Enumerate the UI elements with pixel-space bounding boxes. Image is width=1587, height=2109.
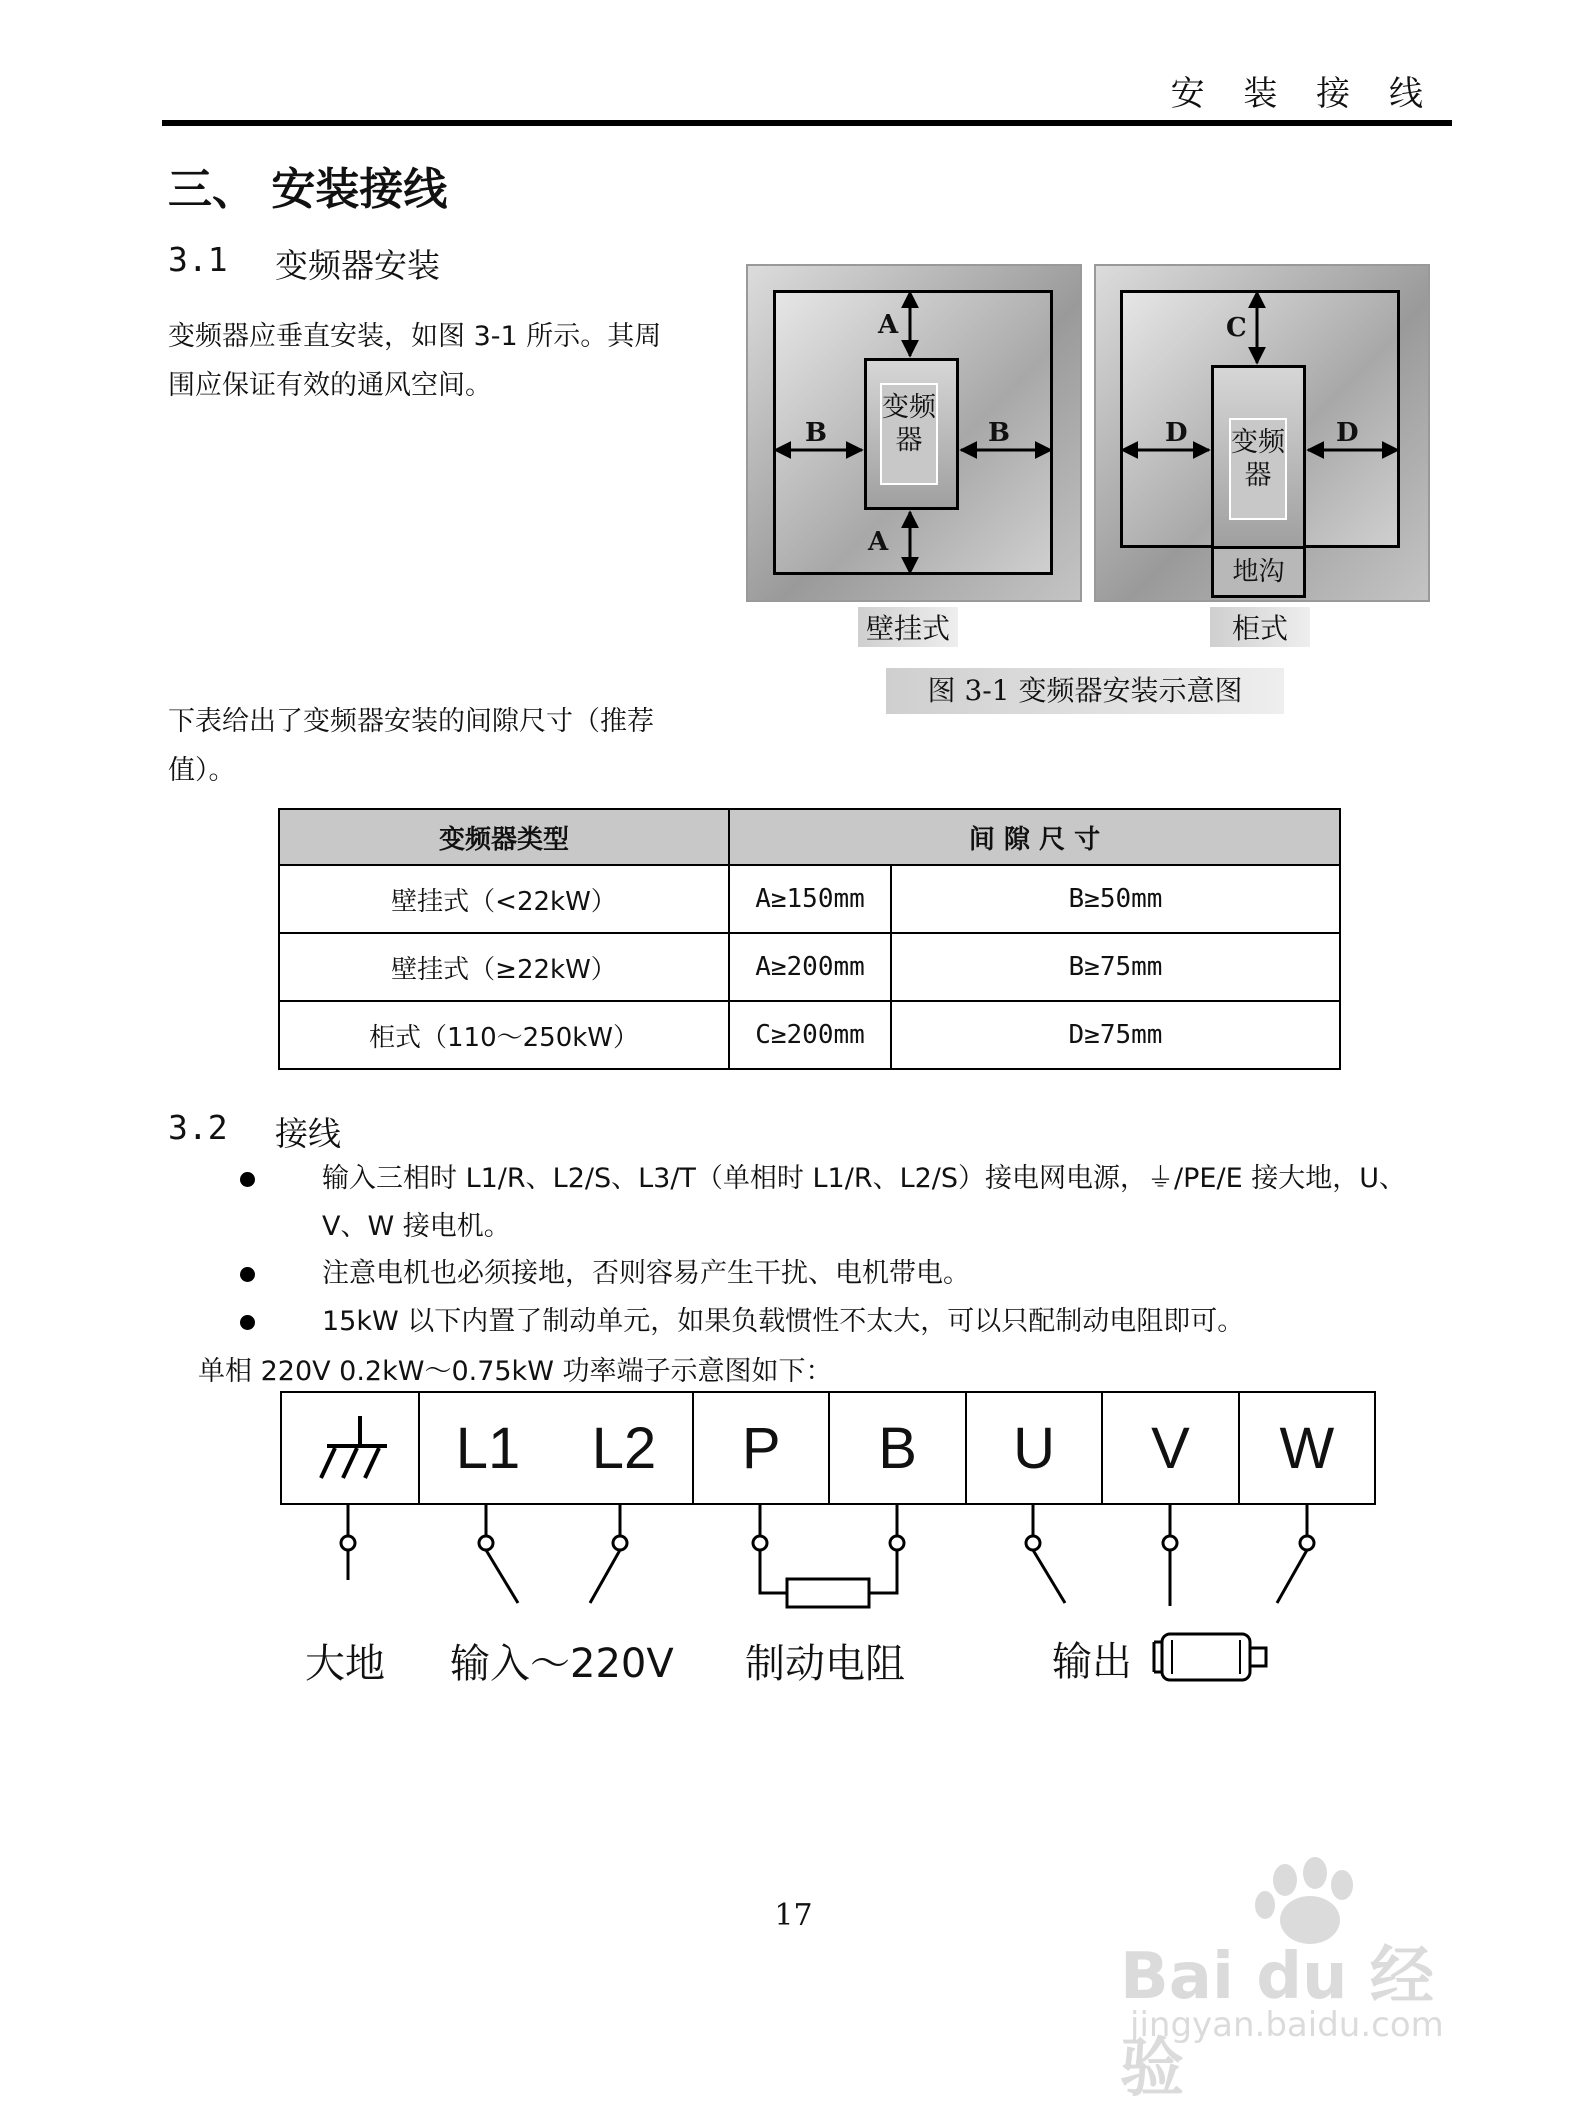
wall-unit-label: 变频器: [880, 383, 938, 485]
bullet-3: 15kW 以下内置了制动单元，如果负载惯性不太大，可以只配制动电阻即可。: [322, 1306, 1245, 1337]
install-paragraph-line-1: 变频器应垂直安装，如图 3-1 所示。其周: [168, 321, 662, 352]
table-cell-value: A≥150mm: [729, 865, 891, 933]
chapter-title: 三、 安装接线: [168, 164, 448, 215]
terminal-l2: L2: [591, 1415, 657, 1481]
table-cell-value: B≥50mm: [891, 865, 1340, 933]
figure-caption: 图 3-1 变频器安装示意图: [886, 668, 1284, 714]
terminal-l1: L1: [455, 1415, 521, 1481]
cabinet-gap-right-label: D: [1336, 418, 1359, 448]
label-output: 输出: [1052, 1639, 1132, 1685]
bullet-1-line-1: 输入三相时 L1/R、L2/S、L3/T（单相时 L1/R、L2/S）接电网电源，⏚/PE/E 接大地，U、: [322, 1163, 1406, 1194]
wall-gap-right-label: B: [988, 418, 1010, 448]
label-brake-resistor: 制动电阻: [745, 1641, 905, 1687]
table-cell-type: 壁挂式（≥22kW）: [279, 933, 729, 1001]
terminal-b: B: [830, 1393, 966, 1503]
section-title-install: 变频器安装: [275, 246, 440, 285]
table-cell-type: 柜式（110～250kW）: [279, 1001, 729, 1069]
running-header: 安 装 接 线: [1170, 74, 1437, 114]
page-number: 17: [774, 1898, 813, 1933]
bullet-1-line-2: V、W 接电机。: [322, 1211, 511, 1242]
table-cell-value: B≥75mm: [891, 933, 1340, 1001]
terminal-w: W: [1279, 1415, 1335, 1481]
wall-gap-left-label: B: [805, 418, 827, 448]
section-title-wiring: 接线: [275, 1114, 341, 1153]
cabinet-gap-left-label: D: [1165, 418, 1188, 448]
cabinet-gap-top-label: C: [1226, 313, 1247, 343]
terminal-p: P: [694, 1393, 830, 1503]
terminal-u: U: [967, 1393, 1103, 1503]
wall-caption: 壁挂式: [858, 607, 958, 647]
watermark-brand: Bai du 经验: [1120, 1940, 1434, 2106]
section-number-3-1: 3.1: [168, 240, 228, 279]
cabinet-unit-label: 变频器: [1229, 418, 1287, 520]
cabinet-trench: 地沟: [1211, 546, 1306, 598]
label-ground: 大地: [305, 1641, 385, 1687]
wall-gap-top-label: A: [878, 310, 899, 340]
section-number-3-2: 3.2: [168, 1108, 228, 1147]
table-intro-line-2: 值）。: [168, 755, 236, 786]
bullet-2: 注意电机也必须接地，否则容易产生干扰、电机带电。: [322, 1258, 970, 1289]
baidu-watermark: [1110, 1855, 1490, 2106]
motor-icon: [1150, 1628, 1280, 1688]
table-cell-type: 壁挂式（<22kW）: [279, 865, 729, 933]
table-header-type: 变频器类型: [279, 809, 729, 865]
watermark-url: jingyan.baidu.com: [1130, 2005, 1444, 2045]
table-intro-line-1: 下表给出了变频器安装的间隙尺寸（推荐: [168, 706, 654, 737]
table-cell-value: C≥200mm: [729, 1001, 891, 1069]
cabinet-caption: 柜式: [1210, 607, 1310, 647]
wall-gap-bottom-label: A: [868, 527, 889, 557]
table-header-clearance: 间 隙 尺 寸: [729, 809, 1340, 865]
label-input: 输入～220V: [450, 1641, 674, 1687]
terminal-v: V: [1103, 1393, 1239, 1503]
install-paragraph-line-2: 围应保证有效的通风空间。: [168, 370, 492, 401]
terminal-intro: 单相 220V 0.2kW～0.75kW 功率端子示意图如下：: [198, 1356, 833, 1387]
table-cell-value: A≥200mm: [729, 933, 891, 1001]
table-cell-value: D≥75mm: [891, 1001, 1340, 1069]
